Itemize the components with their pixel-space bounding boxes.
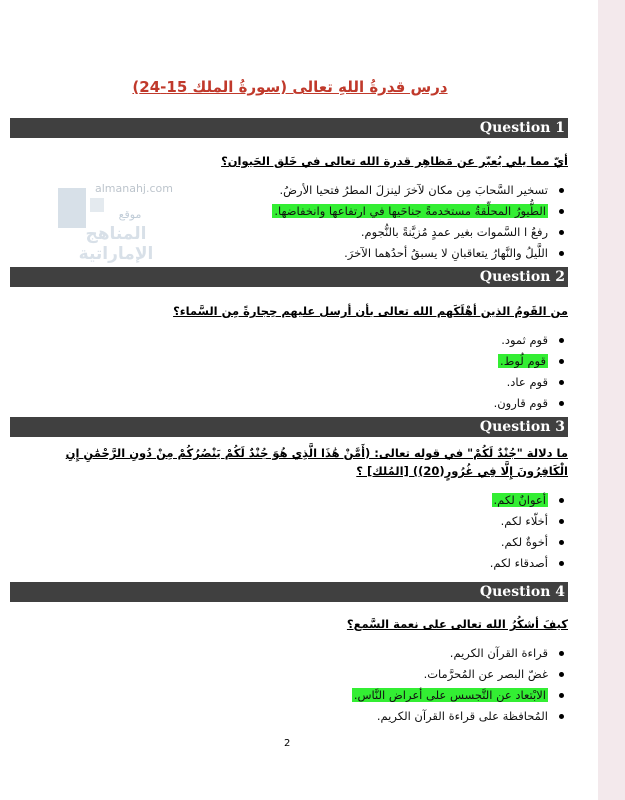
question-3-header: Question 3 xyxy=(10,417,568,437)
option-text: أصدقاء لكم. xyxy=(489,556,548,570)
option xyxy=(118,180,568,201)
option xyxy=(118,643,568,664)
option-text: أخلّاء لكم. xyxy=(500,514,548,528)
question-2-text: من القَومُ الذين أهْلَكَهم الله تعالى بأن أرسل عليهم حِجارةً مِن السَّماء؟ xyxy=(173,304,568,318)
option-text: تسخير السَّحابَ مِن مكان لآخرَ لينزلَ المطرُ فتحيا الأرضُ. xyxy=(279,183,548,197)
bullet-icon xyxy=(559,498,564,503)
bullet-icon xyxy=(559,693,564,698)
option-correct xyxy=(118,685,568,706)
bullet-icon xyxy=(559,380,564,385)
option-text: قوم ثمود. xyxy=(501,333,548,347)
option-text-highlighted: الطُّيورُ المحلِّقةُ مستخدمةً جناحَيها في ارتفاعها وانخفاضها. xyxy=(274,204,546,218)
watermark-line2: المناهج الإماراتية xyxy=(78,224,154,264)
lesson-title: درس قدرةُ اللهِ تعالى (سورةُ الملك 15-24) xyxy=(132,78,448,96)
option-text-highlighted: قوم لُوط. xyxy=(500,354,546,368)
question-2-header: Question 2 xyxy=(10,267,568,287)
question-4-text: كيفَ أشكُرُ الله تعالى على نعمة السَّمع؟ xyxy=(346,617,568,631)
watermark-line1: موقع xyxy=(118,208,142,221)
option-text: أخوةٌ لكم. xyxy=(500,535,548,549)
option xyxy=(118,553,568,574)
option xyxy=(118,222,568,243)
option-text: المُحافظة على قراءة القرآن الكريم. xyxy=(376,709,548,723)
bullet-icon xyxy=(559,251,564,256)
logo-block-icon xyxy=(58,188,86,228)
question-1-options xyxy=(118,180,568,264)
bullet-icon xyxy=(559,519,564,524)
question-3-options xyxy=(118,490,568,574)
bullet-icon xyxy=(559,338,564,343)
option-text: قراءة القرآن الكريم. xyxy=(449,646,548,660)
page-number: 2 xyxy=(284,738,291,749)
option xyxy=(118,664,568,685)
option-text-highlighted: الابْتعاد عن التَّجسس على أعراض النَّاس. xyxy=(353,688,546,702)
option-text: رفعُ ا السَّموات بغير عمدٍ مُزيَّنةً بالنُّجوم. xyxy=(360,225,548,239)
question-4-options xyxy=(118,643,568,727)
question-1-header: Question 1 xyxy=(10,118,568,138)
option-text: قوم عاد. xyxy=(506,375,548,389)
option xyxy=(118,532,568,553)
bullet-icon xyxy=(559,188,564,193)
option-correct xyxy=(118,490,568,511)
bullet-icon xyxy=(559,714,564,719)
option-text: غضّ البصر عن المُحرَّمات. xyxy=(423,667,548,681)
option xyxy=(118,511,568,532)
option xyxy=(118,372,568,393)
bullet-icon xyxy=(559,230,564,235)
question-3-text: ما دلالة "جُنْدٌ لَكُمْ" في قوله تعالى: (أَمَّنْ هَٰذَا الَّذِي هُوَ جُنْدٌ لَكُمْ يَنْصُرُكُمْ مِنْ دُونِ الرَّحْمَٰنِ إِنِ الْكَافِرُونَ إِلَّا فِي غُرُورٍ(20)) [المُلك] ؟ xyxy=(65,446,568,478)
bullet-icon xyxy=(559,540,564,545)
option-text-highlighted: أعوانٌ لكم. xyxy=(493,493,546,507)
option-text: قوم قارون. xyxy=(493,396,548,410)
question-1-text: أيّ مما يلي يُعبّر عن مَظاهِر قدرة الله تعالى في خَلق الحَيوان؟ xyxy=(221,154,568,168)
bullet-icon xyxy=(559,672,564,677)
bullet-icon xyxy=(559,651,564,656)
bullet-icon xyxy=(559,359,564,364)
question-2-options xyxy=(118,330,568,414)
option xyxy=(118,393,568,414)
option xyxy=(118,243,568,264)
watermark-site: almanahj.com xyxy=(95,182,173,195)
bullet-icon xyxy=(559,209,564,214)
bullet-icon xyxy=(559,401,564,406)
side-margin-strip xyxy=(598,0,625,800)
option-text: اللَّيلُ والنَّهارُ يتعاقبانِ لا يسبقُ أحدُهما الآخرَ. xyxy=(344,246,548,260)
bullet-icon xyxy=(559,561,564,566)
option xyxy=(118,706,568,727)
option-correct xyxy=(118,351,568,372)
option-correct xyxy=(118,201,568,222)
option xyxy=(118,330,568,351)
question-4-header: Question 4 xyxy=(10,582,568,602)
